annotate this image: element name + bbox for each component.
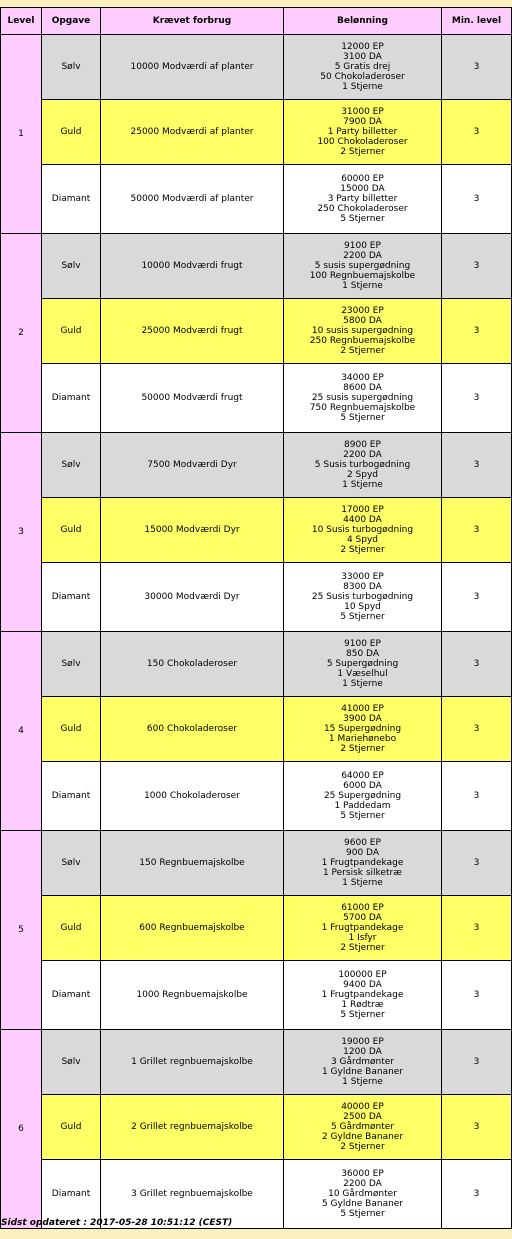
- reward-line: 3 Party billetter: [327, 194, 398, 204]
- min-level-cell: 3: [442, 165, 512, 234]
- reward-line: 1200 DA: [343, 1047, 382, 1057]
- forbrug-cell: 1 Grillet regnbuemajskolbe: [101, 1030, 284, 1095]
- belonning-cell: [284, 1095, 442, 1160]
- reward-line: 7900 DA: [343, 117, 382, 127]
- reward-line: 100000 EP: [338, 970, 387, 980]
- quest-table-body: [1, 35, 512, 1229]
- reward-line: 5 Supergødning: [326, 659, 399, 669]
- table-row: [1, 234, 512, 299]
- forbrug-cell: 25000 Modværdi af planter: [101, 100, 284, 165]
- reward-line: 1 Paddedam: [334, 801, 391, 811]
- min-level-cell: 3: [442, 433, 512, 498]
- reward-line: 64000 EP: [341, 771, 384, 781]
- reward-line: 3100 DA: [343, 52, 382, 62]
- reward-line: 5 susis supergødning: [314, 261, 411, 271]
- reward-line: 60000 EP: [341, 174, 384, 184]
- reward-line: 1 Rødtræ: [341, 1000, 384, 1010]
- forbrug-cell: 15000 Modværdi Dyr: [101, 498, 284, 563]
- min-level-cell: 3: [442, 100, 512, 165]
- reward-line: 5 Stjerner: [340, 811, 385, 821]
- forbrug-cell: 25000 Modværdi frugt: [101, 299, 284, 364]
- min-level-cell: 3: [442, 1095, 512, 1160]
- reward-line: 36000 EP: [341, 1169, 384, 1179]
- reward-line: 2 Stjerner: [340, 1142, 385, 1152]
- table-row: [1, 364, 512, 433]
- reward-line: 3900 DA: [343, 714, 382, 724]
- opgave-cell: Guld: [42, 1095, 101, 1160]
- belonning-cell: [284, 1160, 442, 1229]
- table-row: [1, 1030, 512, 1095]
- opgave-cell: Diamant: [42, 961, 101, 1030]
- reward-line: 100 Chokoladeroser: [317, 137, 408, 147]
- opgave-cell: Diamant: [42, 1160, 101, 1229]
- forbrug-cell: 30000 Modværdi Dyr: [101, 563, 284, 632]
- reward-line: 4 Spyd: [346, 535, 379, 545]
- reward-line: 2 Stjerner: [340, 147, 385, 157]
- level-cell: 6: [1, 1030, 42, 1229]
- reward-line: 25 Susis turbogødning: [311, 592, 414, 602]
- opgave-cell: Diamant: [42, 364, 101, 433]
- table-row: [1, 35, 512, 100]
- reward-line: 5700 DA: [343, 913, 382, 923]
- reward-line: 5 Stjerner: [340, 612, 385, 622]
- reward-line: 2200 DA: [343, 1179, 382, 1189]
- table-row: [1, 433, 512, 498]
- header-min-level: Min. level: [442, 8, 512, 35]
- reward-line: 250 Chokoladeroser: [317, 204, 408, 214]
- reward-line: 10 susis supergødning: [311, 326, 414, 336]
- reward-line: 61000 EP: [341, 903, 384, 913]
- opgave-cell: Sølv: [42, 1030, 101, 1095]
- table-row: [1, 1095, 512, 1160]
- reward-line: 5 Stjerner: [340, 413, 385, 423]
- opgave-cell: Sølv: [42, 433, 101, 498]
- forbrug-cell: 50000 Modværdi frugt: [101, 364, 284, 433]
- reward-line: 250 Regnbuemajskolbe: [309, 336, 416, 346]
- reward-line: 5 Gratis drej: [334, 62, 391, 72]
- reward-line: 4400 DA: [343, 515, 382, 525]
- opgave-cell: Guld: [42, 100, 101, 165]
- belonning-cell: [284, 1030, 442, 1095]
- min-level-cell: 3: [442, 234, 512, 299]
- forbrug-cell: 1000 Regnbuemajskolbe: [101, 961, 284, 1030]
- reward-line: 5 Gårdmønter: [330, 1122, 395, 1132]
- reward-line: 34000 EP: [341, 373, 384, 383]
- opgave-cell: Sølv: [42, 831, 101, 896]
- reward-line: 2 Gyldne Bananer: [321, 1132, 404, 1142]
- belonning-cell: [284, 498, 442, 563]
- reward-line: 850 DA: [346, 649, 379, 659]
- header-row: [1, 8, 512, 35]
- belonning-cell: [284, 433, 442, 498]
- min-level-cell: 3: [442, 35, 512, 100]
- table-row: [1, 697, 512, 762]
- belonning-cell: [284, 234, 442, 299]
- reward-line: 1 Gyldne Bananer: [321, 1067, 404, 1077]
- belonning-cell: [284, 100, 442, 165]
- table-row: [1, 563, 512, 632]
- min-level-cell: 3: [442, 498, 512, 563]
- reward-line: 1 Stjerne: [342, 82, 383, 92]
- table-row: [1, 299, 512, 364]
- reward-line: 2500 DA: [343, 1112, 382, 1122]
- reward-line: 1 Persisk silketræ: [322, 868, 403, 878]
- reward-line: 2 Stjerner: [340, 545, 385, 555]
- reward-line: 900 DA: [346, 848, 379, 858]
- reward-line: 1 Isfyr: [348, 933, 377, 943]
- table-row: [1, 831, 512, 896]
- reward-line: 10 Gårdmønter: [328, 1189, 397, 1199]
- reward-line: 1 Frugtpandekage: [321, 858, 404, 868]
- forbrug-cell: 7500 Modværdi Dyr: [101, 433, 284, 498]
- reward-line: 2 Stjerner: [340, 346, 385, 356]
- reward-line: 5 Stjerner: [340, 1209, 385, 1219]
- reward-line: 19000 EP: [341, 1037, 384, 1047]
- reward-line: 31000 EP: [341, 107, 384, 117]
- belonning-cell: [284, 831, 442, 896]
- reward-line: 15 Supergødning: [323, 724, 402, 734]
- forbrug-cell: 1000 Chokoladeroser: [101, 762, 284, 831]
- level-cell: 1: [1, 35, 42, 234]
- min-level-cell: 3: [442, 632, 512, 697]
- reward-line: 1 Frugtpandekage: [321, 990, 404, 1000]
- table-row: [1, 165, 512, 234]
- belonning-cell: [284, 35, 442, 100]
- reward-line: 2200 DA: [343, 251, 382, 261]
- reward-line: 41000 EP: [341, 704, 384, 714]
- table-row: [1, 100, 512, 165]
- reward-line: 1 Party billetter: [327, 127, 398, 137]
- belonning-cell: [284, 697, 442, 762]
- reward-line: 10 Susis turbogødning: [311, 525, 414, 535]
- table-row: [1, 762, 512, 831]
- opgave-cell: Diamant: [42, 762, 101, 831]
- belonning-cell: [284, 364, 442, 433]
- reward-line: 12000 EP: [341, 42, 384, 52]
- reward-line: 25 Supergødning: [323, 791, 402, 801]
- reward-line: 25 susis supergødning: [311, 393, 414, 403]
- reward-line: 1 Stjerne: [342, 1077, 383, 1087]
- forbrug-cell: 2 Grillet regnbuemajskolbe: [101, 1095, 284, 1160]
- opgave-cell: Guld: [42, 896, 101, 961]
- forbrug-cell: 150 Regnbuemajskolbe: [101, 831, 284, 896]
- reward-line: 5 Susis turbogødning: [314, 460, 411, 470]
- opgave-cell: Sølv: [42, 234, 101, 299]
- reward-line: 8300 DA: [343, 582, 382, 592]
- belonning-cell: [284, 165, 442, 234]
- belonning-cell: [284, 961, 442, 1030]
- reward-line: 50 Chokoladeroser: [320, 72, 405, 82]
- reward-line: 1 Stjerne: [342, 878, 383, 888]
- reward-line: 5 Stjerner: [340, 1010, 385, 1020]
- reward-line: 9400 DA: [343, 980, 382, 990]
- reward-line: 8600 DA: [343, 383, 382, 393]
- table-row: [1, 896, 512, 961]
- belonning-cell: [284, 563, 442, 632]
- header-opgave: Opgave: [42, 8, 101, 35]
- belonning-cell: [284, 896, 442, 961]
- opgave-cell: Diamant: [42, 165, 101, 234]
- level-cell: 5: [1, 831, 42, 1030]
- forbrug-cell: 10000 Modværdi af planter: [101, 35, 284, 100]
- reward-line: 1 Mariehønebo: [328, 734, 397, 744]
- opgave-cell: Sølv: [42, 35, 101, 100]
- reward-line: 5 Stjerner: [340, 214, 385, 224]
- reward-line: 3 Gårdmønter: [330, 1057, 395, 1067]
- reward-line: 9100 EP: [344, 241, 381, 251]
- forbrug-cell: 600 Regnbuemajskolbe: [101, 896, 284, 961]
- opgave-cell: Guld: [42, 697, 101, 762]
- header-forbrug: Krævet forbrug: [101, 8, 284, 35]
- table-row: [1, 498, 512, 563]
- reward-line: 1 Stjerne: [342, 480, 383, 490]
- forbrug-cell: 10000 Modværdi frugt: [101, 234, 284, 299]
- belonning-cell: [284, 632, 442, 697]
- reward-line: 2 Stjerner: [340, 943, 385, 953]
- quest-table: [0, 7, 512, 1229]
- min-level-cell: 3: [442, 1160, 512, 1229]
- reward-line: 2 Stjerner: [340, 744, 385, 754]
- table-row: [1, 632, 512, 697]
- min-level-cell: 3: [442, 1030, 512, 1095]
- reward-line: 17000 EP: [341, 505, 384, 515]
- reward-line: 10 Spyd: [344, 602, 381, 612]
- forbrug-cell: 3 Grillet regnbuemajskolbe: [101, 1160, 284, 1229]
- belonning-cell: [284, 762, 442, 831]
- min-level-cell: 3: [442, 697, 512, 762]
- reward-line: 1 Frugtpandekage: [321, 923, 404, 933]
- reward-line: 5800 DA: [343, 316, 382, 326]
- opgave-cell: Guld: [42, 299, 101, 364]
- min-level-cell: 3: [442, 762, 512, 831]
- belonning-cell: [284, 299, 442, 364]
- reward-line: 15000 DA: [340, 184, 385, 194]
- min-level-cell: 3: [442, 961, 512, 1030]
- min-level-cell: 3: [442, 299, 512, 364]
- reward-line: 40000 EP: [341, 1102, 384, 1112]
- reward-line: 100 Regnbuemajskolbe: [309, 271, 416, 281]
- reward-line: 9600 EP: [344, 838, 381, 848]
- opgave-cell: Sølv: [42, 632, 101, 697]
- reward-line: 1 Væselhul: [337, 669, 388, 679]
- min-level-cell: 3: [442, 563, 512, 632]
- reward-line: 23000 EP: [341, 306, 384, 316]
- reward-line: 5 Gyldne Bananer: [321, 1199, 404, 1209]
- forbrug-cell: 600 Chokoladeroser: [101, 697, 284, 762]
- last-updated: Sidst opdateret : 2017-05-28 10:51:12 (CEST): [1, 1218, 233, 1228]
- header-level: Level: [1, 8, 42, 35]
- min-level-cell: 3: [442, 364, 512, 433]
- reward-line: 750 Regnbuemajskolbe: [309, 403, 416, 413]
- table-row: [1, 961, 512, 1030]
- min-level-cell: 3: [442, 896, 512, 961]
- reward-line: 9100 EP: [344, 639, 381, 649]
- reward-line: 33000 EP: [341, 572, 384, 582]
- forbrug-cell: 50000 Modværdi af planter: [101, 165, 284, 234]
- reward-line: 6000 DA: [343, 781, 382, 791]
- level-cell: 3: [1, 433, 42, 632]
- reward-line: 2 Spyd: [346, 470, 379, 480]
- reward-line: 2200 DA: [343, 450, 382, 460]
- forbrug-cell: 150 Chokoladeroser: [101, 632, 284, 697]
- level-cell: 4: [1, 632, 42, 831]
- min-level-cell: 3: [442, 831, 512, 896]
- header-belonning: Belønning: [284, 8, 442, 35]
- opgave-cell: Guld: [42, 498, 101, 563]
- reward-line: 1 Stjerne: [342, 679, 383, 689]
- reward-line: 1 Stjerne: [342, 281, 383, 291]
- reward-line: 8900 EP: [344, 440, 381, 450]
- opgave-cell: Diamant: [42, 563, 101, 632]
- level-cell: 2: [1, 234, 42, 433]
